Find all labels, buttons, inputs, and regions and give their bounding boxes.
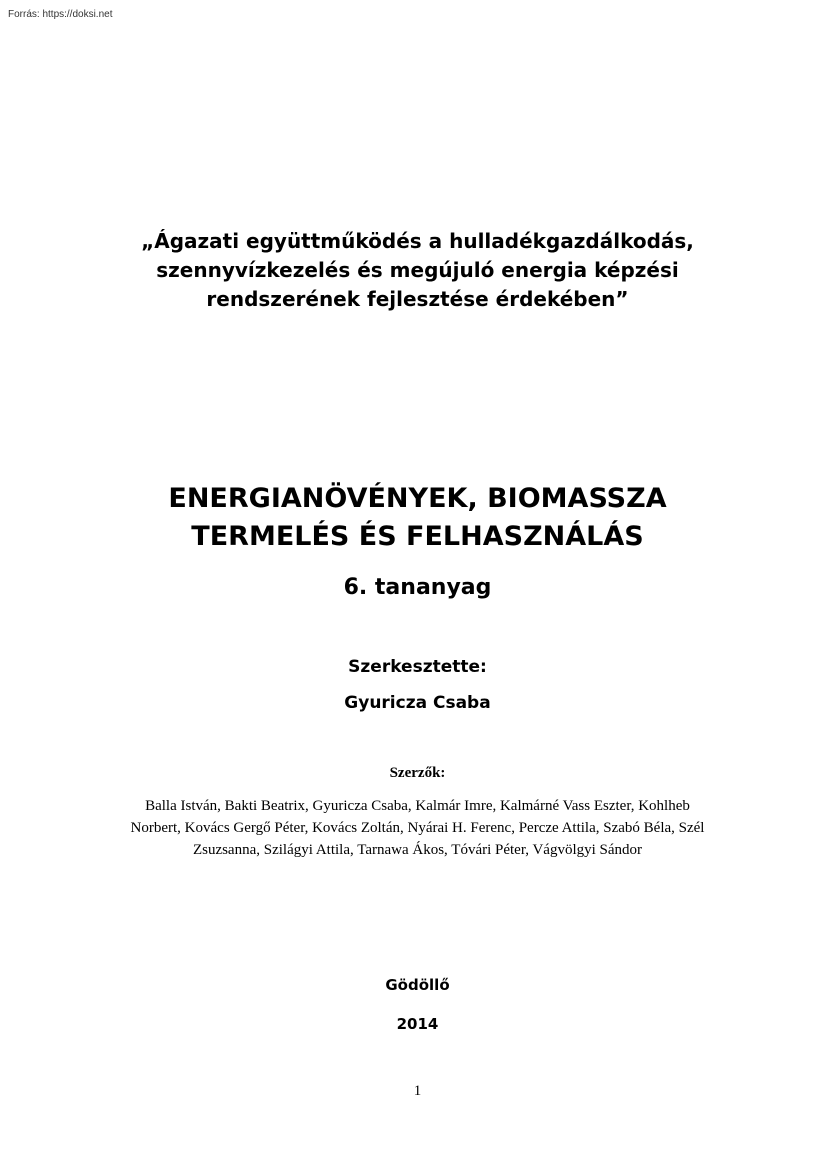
authors-list [90, 795, 745, 861]
project-title-line: szennyvízkezelés és megújuló energia képzési [156, 258, 679, 282]
editor-label: Szerkesztette: [348, 657, 487, 677]
project-title [60, 227, 775, 314]
document-title [40, 480, 795, 556]
authors-line: Zsuzsanna, Szilágyi Attila, Tarnawa Ákos, Tóvári Péter, Vágvölgyi Sándor [192, 842, 643, 858]
publication-place: Gödöllő [385, 976, 450, 994]
project-title-line: „Ágazati együttműködés a hulladékgazdálkodás, [141, 229, 694, 253]
page-number: 1 [413, 1083, 422, 1099]
authors-line: Norbert, Kovács Gergő Péter, Kovács Zoltán, Nyárai H. Ferenc, Percze Attila, Szabó Béla, Szél [130, 820, 705, 836]
authors-line: Balla István, Bakti Beatrix, Gyuricza Csaba, Kalmár Imre, Kalmárné Vass Eszter, Kohlheb [145, 798, 690, 814]
lesson-number: 6. tananyag [343, 575, 492, 600]
publication-year: 2014 [396, 1015, 439, 1033]
document-title-line: TERMELÉS ÉS FELHASZNÁLÁS [191, 521, 644, 552]
authors-label: Szerzők: [389, 765, 446, 781]
editor-name: Gyuricza Csaba [344, 693, 491, 713]
project-title-line: rendszerének fejlesztése érdekében” [206, 287, 629, 311]
document-title-line: ENERGIANÖVÉNYEK, BIOMASSZA [168, 483, 667, 514]
source-attribution: Forrás: https://doksi.net [8, 9, 113, 20]
